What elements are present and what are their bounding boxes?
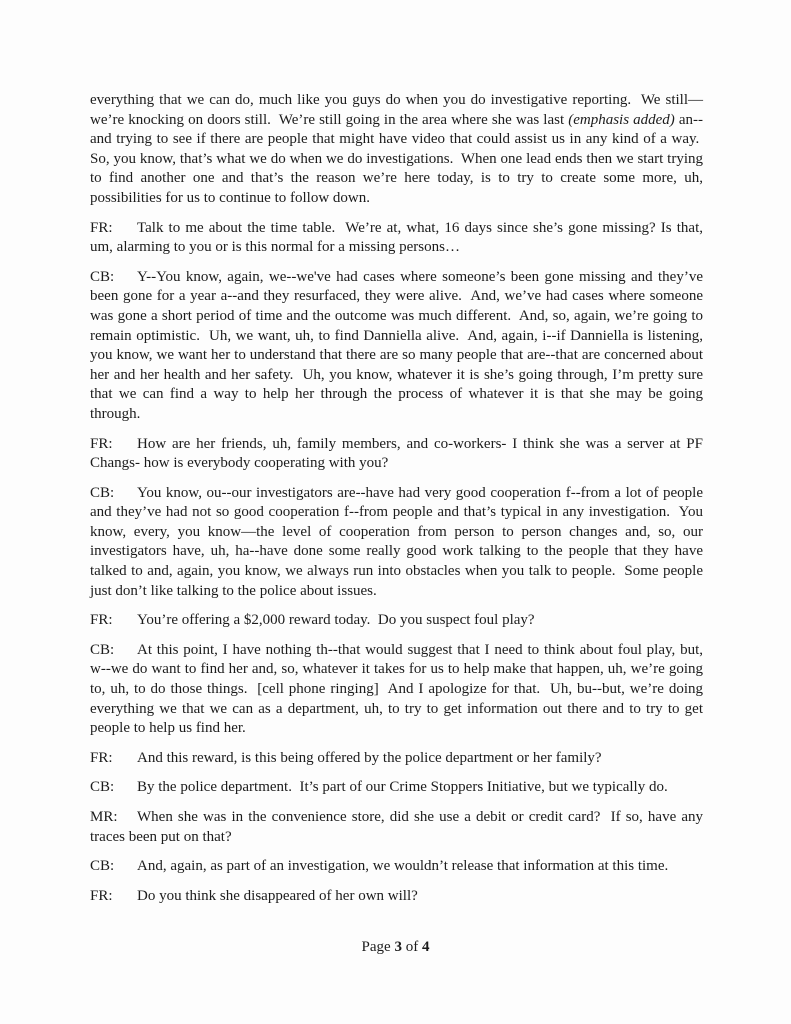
paragraph-text: And, again, as part of an investigation, we wouldn’t release that information at this time.	[137, 858, 669, 875]
speaker-label: FR:	[90, 749, 113, 766]
transcript-paragraph	[90, 219, 703, 258]
transcript-paragraph	[90, 435, 703, 474]
speaker-label: FR:	[90, 612, 113, 629]
paragraph-text: Talk to me about the time table. We’re at, what, 16 days since she’s gone missing? Is that, um, alarming to you or is this normal for a missing persons…	[90, 219, 703, 256]
speaker-label: FR:	[90, 435, 113, 452]
speaker-label: CB:	[90, 779, 115, 796]
page-footer	[0, 938, 791, 958]
footer-total-pages: 4	[421, 939, 430, 955]
paragraph-text: When she was in the convenience store, did she use a debit or credit card? If so, have any traces been put on that?	[90, 809, 703, 845]
transcript-paragraph	[90, 778, 703, 798]
transcript-paragraph	[90, 268, 703, 425]
transcript-paragraph	[90, 749, 703, 769]
paragraph-text: Do you think she disappeared of her own will?	[137, 887, 418, 904]
speaker-label: FR:	[90, 219, 113, 236]
footer-page-separator: of	[401, 939, 422, 955]
paragraph-text: everything that we can do, much like you guys do when you do investigative reporting. We still—we’re knocking on doors still. We’re still going in the area where she was last	[90, 92, 703, 128]
transcript-paragraph	[90, 484, 703, 602]
speaker-label: MR:	[90, 809, 118, 825]
transcript-paragraph	[90, 857, 703, 877]
transcript-paragraph	[90, 611, 703, 631]
speaker-label: CB:	[90, 268, 115, 285]
footer-page-number: 3	[394, 939, 402, 955]
paragraph-text: And this reward, is this being offered by the police department or her family?	[137, 749, 602, 766]
paragraph-text: By the police department. It’s part of our Crime Stoppers Initiative, but we typically do.	[137, 779, 668, 796]
paragraph-text: You know, ou--our investigators are--have had very good cooperation f--from a lot of people and they’ve had not so good cooperation f--from people and that’s typical in any investigation. You know, every, you know—the level of cooperation from person to person changes and, so, our investigators have, uh, ha--have done some really good work talking to the people that they have talked to and, again, you know, we always run into obstacles when you talk to people. Some people just don’t like talking to the police about issues.	[90, 484, 703, 599]
paragraph-text: You’re offering a $2,000 reward today. Do you suspect foul play?	[137, 612, 535, 629]
emphasis-note: (emphasis added)	[568, 111, 675, 128]
paragraph-text: an--and trying to see if there are people that might have video that could assist us in any kind of a way. So, you know, that’s what we do when we do investigations. When one lead ends then we start trying to find another one and that’s the reason we’re here today, is to try to create some more, uh, possibilities for us to continue to follow down.	[90, 111, 703, 206]
transcript-paragraph	[90, 808, 703, 847]
paragraph-text: How are her friends, uh, family members, and co-workers- I think she was a server at PF Changs- how is everybody cooperating with you?	[90, 435, 703, 472]
paragraph-text: Y--You know, again, we--we've had cases where someone’s been gone missing and they’ve been gone for a year a--and they resurfaced, they were alive. And, we’ve had cases where someone was gone a short period of time and the outcome was much different. And, so, again, we’re going to remain optimistic. Uh, we want, uh, to find Danniella alive. And, again, i--if Danniella is listening, you know, we want her to understand that there are so many people that are--that are concerned about her and her health and her safety. Uh, you know, whatever it is she’s going through, I’m pretty sure that we can find a way to help her through the process of whatever it is that she may be going through.	[90, 268, 703, 422]
transcript-paragraph	[90, 91, 703, 209]
transcript-body	[90, 91, 703, 906]
speaker-label: CB:	[90, 641, 115, 658]
paragraph-text: At this point, I have nothing th--that would suggest that I need to think about foul play, but, w--we do want to find her and, so, whatever it takes for us to help make that happen, uh, we’re going to, uh, to do those things. [cell phone ringing] And I apologize for that. Uh, bu--but, we’re doing everything we that we can as a department, uh, to try to get information out there and to try to get people to help us find her.	[90, 641, 703, 737]
speaker-label: FR:	[90, 887, 113, 904]
transcript-paragraph	[90, 887, 703, 907]
speaker-label: CB:	[90, 484, 115, 501]
footer-page-prefix: Page	[361, 939, 395, 955]
transcript-paragraph	[90, 641, 703, 739]
speaker-label: CB:	[90, 858, 115, 875]
